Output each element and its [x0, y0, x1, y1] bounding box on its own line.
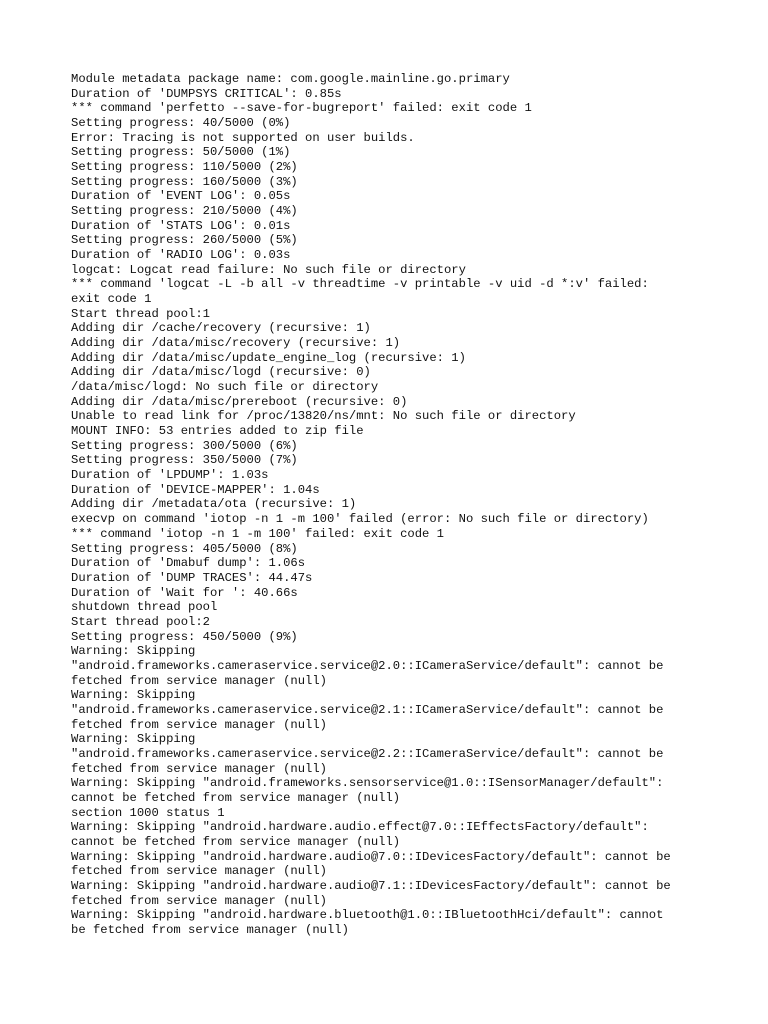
log-line: logcat: Logcat read failure: No such file or directory	[71, 262, 466, 277]
log-line: *** command 'iotop -n 1 -m 100' failed: exit code 1	[71, 526, 444, 541]
log-line: Adding dir /metadata/ota (recursive: 1)	[71, 497, 357, 512]
log-line: *** command 'perfetto --save-for-bugreport' failed: exit code 1	[71, 101, 532, 116]
log-line: Setting progress: 350/5000 (7%)	[71, 453, 298, 468]
log-line: fetched from service manager (null)	[71, 864, 327, 879]
log-line: Start thread pool:2	[71, 614, 210, 629]
log-line: Setting progress: 40/5000 (0%)	[71, 116, 291, 131]
log-line: Warning: Skipping "android.hardware.audio.effect@7.0::IEffectsFactory/default":	[71, 820, 649, 835]
log-line: Adding dir /cache/recovery (recursive: 1)	[71, 321, 371, 336]
log-line: Warning: Skipping "android.hardware.audio@7.0::IDevicesFactory/default": cannot be	[71, 849, 671, 864]
log-line: execvp on command 'iotop -n 1 -m 100' failed (error: No such file or directory)	[71, 512, 649, 527]
log-line: Duration of 'Dmabuf dump': 1.06s	[71, 556, 306, 571]
log-line: "android.frameworks.cameraservice.service@2.0::ICameraService/default": cannot be	[71, 658, 664, 673]
log-line: Setting progress: 300/5000 (6%)	[71, 438, 298, 453]
log-line: Warning: Skipping "android.hardware.bluetooth@1.0::IBluetoothHci/default": cannot	[71, 908, 664, 923]
log-line: Duration of 'STATS LOG': 0.01s	[71, 218, 291, 233]
log-line: Adding dir /data/misc/prereboot (recursive: 0)	[71, 394, 408, 409]
log-line: Module metadata package name: com.google.mainline.go.primary	[71, 72, 510, 86]
log-line: /data/misc/logd: No such file or directory	[71, 380, 379, 395]
log-line: Warning: Skipping	[71, 732, 196, 747]
log-line: Duration of 'DUMP TRACES': 44.47s	[71, 570, 313, 585]
log-line: Start thread pool:1	[71, 306, 210, 321]
log-line: "android.frameworks.cameraservice.service@2.2::ICameraService/default": cannot be	[71, 746, 664, 761]
log-line: Setting progress: 260/5000 (5%)	[71, 233, 298, 248]
log-line: *** command 'logcat -L -b all -v threadtime -v printable -v uid -d *:v' failed:	[71, 277, 649, 292]
log-line: exit code 1	[71, 292, 152, 307]
log-line: Setting progress: 50/5000 (1%)	[71, 145, 291, 160]
log-text-block	[71, 72, 711, 938]
log-line: be fetched from service manager (null)	[71, 922, 349, 937]
log-line: shutdown thread pool	[71, 600, 218, 615]
log-line: Duration of 'DEVICE-MAPPER': 1.04s	[71, 482, 320, 497]
log-line: Setting progress: 160/5000 (3%)	[71, 174, 298, 189]
log-line: Setting progress: 110/5000 (2%)	[71, 160, 298, 175]
log-line: Warning: Skipping	[71, 688, 196, 703]
log-line: Duration of 'EVENT LOG': 0.05s	[71, 189, 291, 204]
log-line: Setting progress: 210/5000 (4%)	[71, 204, 298, 219]
log-line: Setting progress: 405/5000 (8%)	[71, 541, 298, 556]
log-line: Warning: Skipping "android.hardware.audio@7.1::IDevicesFactory/default": cannot be	[71, 878, 671, 893]
log-line: section 1000 status 1	[71, 805, 225, 820]
log-line: Adding dir /data/misc/update_engine_log (recursive: 1)	[71, 350, 466, 365]
log-line: Duration of 'RADIO LOG': 0.03s	[71, 248, 291, 263]
log-line: Adding dir /data/misc/recovery (recursive: 1)	[71, 336, 401, 351]
log-line: fetched from service manager (null)	[71, 893, 327, 908]
log-line: Error: Tracing is not supported on user builds.	[71, 130, 415, 145]
log-line: cannot be fetched from service manager (null)	[71, 790, 401, 805]
log-line: Setting progress: 450/5000 (9%)	[71, 629, 298, 644]
log-line: Duration of 'LPDUMP': 1.03s	[71, 468, 269, 483]
log-line: Warning: Skipping	[71, 644, 196, 659]
log-line: Duration of 'Wait for ': 40.66s	[71, 585, 298, 600]
log-line: fetched from service manager (null)	[71, 673, 327, 688]
log-line: Adding dir /data/misc/logd (recursive: 0)	[71, 365, 371, 380]
log-line: cannot be fetched from service manager (null)	[71, 834, 401, 849]
log-line: Duration of 'DUMPSYS CRITICAL': 0.85s	[71, 86, 342, 101]
log-line: "android.frameworks.cameraservice.service@2.1::ICameraService/default": cannot be	[71, 702, 664, 717]
log-line: Unable to read link for /proc/13820/ns/mnt: No such file or directory	[71, 409, 576, 424]
log-line: MOUNT INFO: 53 entries added to zip file	[71, 424, 364, 439]
log-line: Warning: Skipping "android.frameworks.sensorservice@1.0::ISensorManager/default":	[71, 776, 664, 791]
log-line: fetched from service manager (null)	[71, 717, 327, 732]
log-line: fetched from service manager (null)	[71, 761, 327, 776]
